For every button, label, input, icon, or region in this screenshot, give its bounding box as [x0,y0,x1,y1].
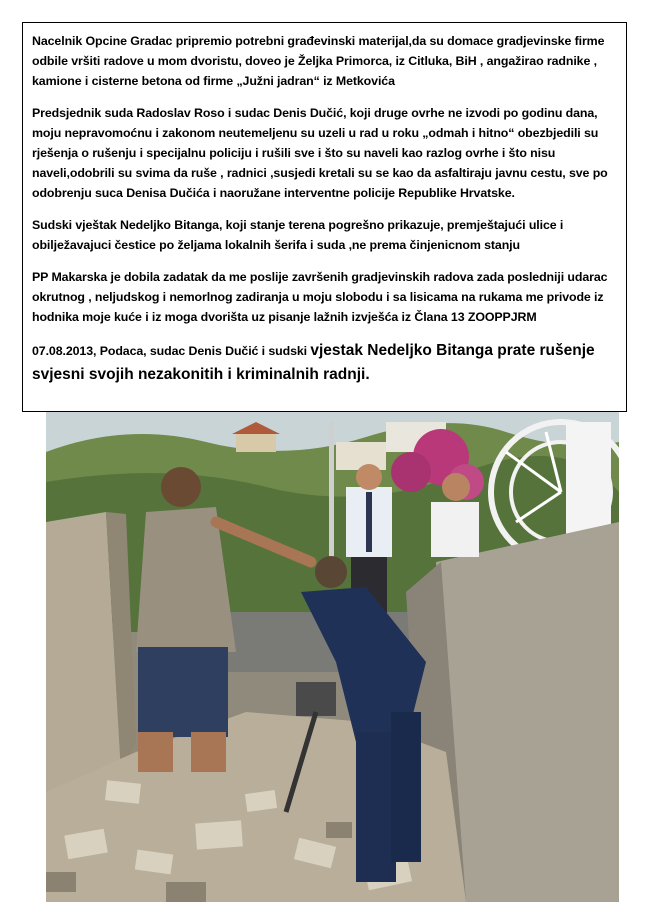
paragraph-5-emphasis: vjestak Nedeljko Bitanga prate rušenje svjesni svojih nezakonitih i kriminalnih radnji. [32,342,595,383]
demolition-photo [46,412,619,902]
text-box [22,22,627,412]
paragraph-2: Predsjednik suda Radoslav Roso i sudac Denis Dučić, koji druge ovrhe ne izvodi po godinu dana, moju nepravomoćnu i zakonom neutemeljenu su uzeli u rad u roku „odmah i hitno“ obezbjedili su rješenja o rušenju i specijalnu policiju i rušili sve i što su naveli kao razlog ovrhe i što nisu naveli,odobrili su svima da ruše , radnici ,susjedi kretali su se kao da asfaltiraju javnu cestu, sve po odobrenju suca Denisa Dučića i naoružane interventne policije Republike Hrvatske. [32,106,608,200]
demolition-photo-illustration [46,412,619,902]
paragraph-4: PP Makarska je dobila zadatak da me poslije završenih gradjevinskih radova zada posledniji udarac okrutnog , neljudskog i nemorlnog zadiranja u moju slobodu i sa lisicama na rukama me privode iz hodnika moje kuće i iz moga dvorišta uz pisanje lažnih izvješća iz Člana 13 ZOOPPJRM [32,270,608,324]
paragraph-5 [32,339,616,387]
paragraph-1: Nacelnik Opcine Gradac pripremio potrebni građevinski materijal,da su domace gradjevinske firme odbile vršiti radove u mom dvoristu, doveo je Željka Primorca, iz Citluka, BiH , angažirao radnike , kamione i cisterne betona od firme „Južni jadran“ iz Metkovića [32,34,605,88]
paragraph-5-lead: 07.08.2013, Podaca, sudac Denis Dučić i sudski [32,344,311,358]
paragraph-3: Sudski vještak Nedeljko Bitanga, koji stanje terena pogrešno prikazuje, premještajući ulice i obilježavajuci čestice po željama lokalnih šerifa i suda ,ne prema činjenicnom stanju [32,218,564,252]
